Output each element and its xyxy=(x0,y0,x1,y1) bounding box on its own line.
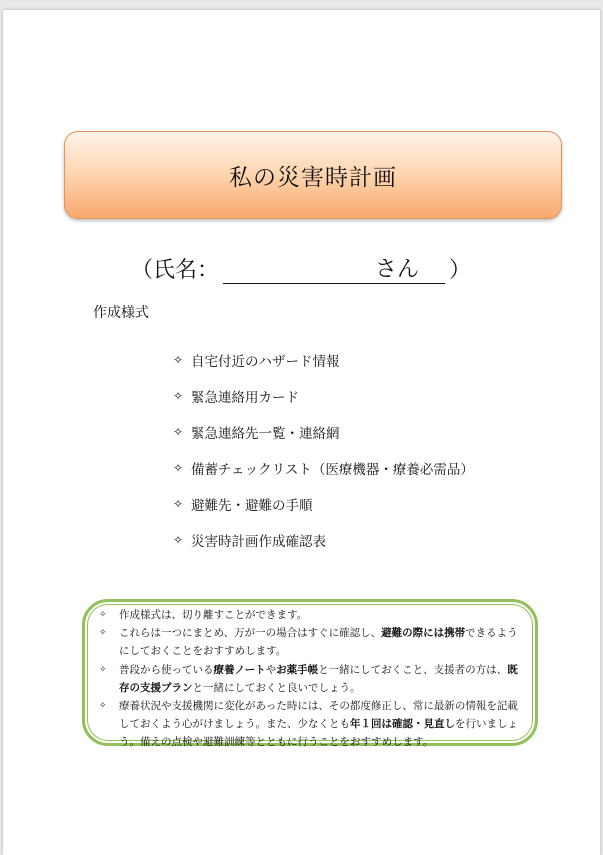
document-page xyxy=(3,10,600,855)
diamond-bullet-icon: ✧ xyxy=(173,389,184,403)
notes-box xyxy=(82,599,538,749)
section-label: 作成様式 xyxy=(93,305,149,321)
note-item: ✧ これらは一つにまとめ、万が一の場合はすぐに確認し、避難の際には携帯できるようにしておくことをおすすめします。 xyxy=(99,624,519,660)
name-blank xyxy=(223,252,445,284)
list-item: ✧ 緊急連絡先一覧・連絡網 xyxy=(173,425,340,442)
list-item: ✧ 備蓄チェックリスト（医療機器・療養必需品） xyxy=(173,461,474,478)
note-item: ✧ 作成様式は、切り離すことができます。 xyxy=(99,606,519,624)
diamond-bullet-icon: ✧ xyxy=(173,533,184,547)
list-item: ✧ 災害時計画作成確認表 xyxy=(173,533,326,550)
name-prefix: （氏名： xyxy=(131,258,220,283)
diamond-bullet-icon: ✧ xyxy=(99,628,107,639)
diamond-bullet-icon: ✧ xyxy=(173,497,184,511)
list-item: ✧ 避難先・避難の手順 xyxy=(173,497,313,514)
diamond-bullet-icon: ✧ xyxy=(173,425,184,439)
diamond-bullet-icon: ✧ xyxy=(173,461,184,475)
title-banner xyxy=(64,131,562,219)
name-field xyxy=(131,252,471,284)
diamond-bullet-icon: ✧ xyxy=(173,353,184,367)
note-item: ✧ 療養状況や支援機関に変化があった時には、その都度修正し、常に最新の情報を記載しておくよう心がけましょう。また、少なくとも年１回は確認・見直しを行いましょう。備えの点検や避難訓練等とともに行うことをおすすめします。 xyxy=(99,697,519,752)
name-suffix: さん xyxy=(375,257,420,282)
note-item: ✧ 普段から使っている療養ノートやお薬手帳と一緒にしておくこと、支援者の方は、既存の支援プランと一緒にしておくと良いでしょう。 xyxy=(99,661,519,697)
page-title: 私の災害時計画 xyxy=(229,164,397,191)
form-list xyxy=(173,342,474,558)
diamond-bullet-icon: ✧ xyxy=(99,701,107,712)
list-item: ✧ 緊急連絡用カード xyxy=(173,389,299,406)
name-close: ） xyxy=(449,258,472,283)
diamond-bullet-icon: ✧ xyxy=(99,664,107,675)
list-item: ✧ 自宅付近のハザード情報 xyxy=(173,353,340,370)
diamond-bullet-icon: ✧ xyxy=(99,610,107,620)
